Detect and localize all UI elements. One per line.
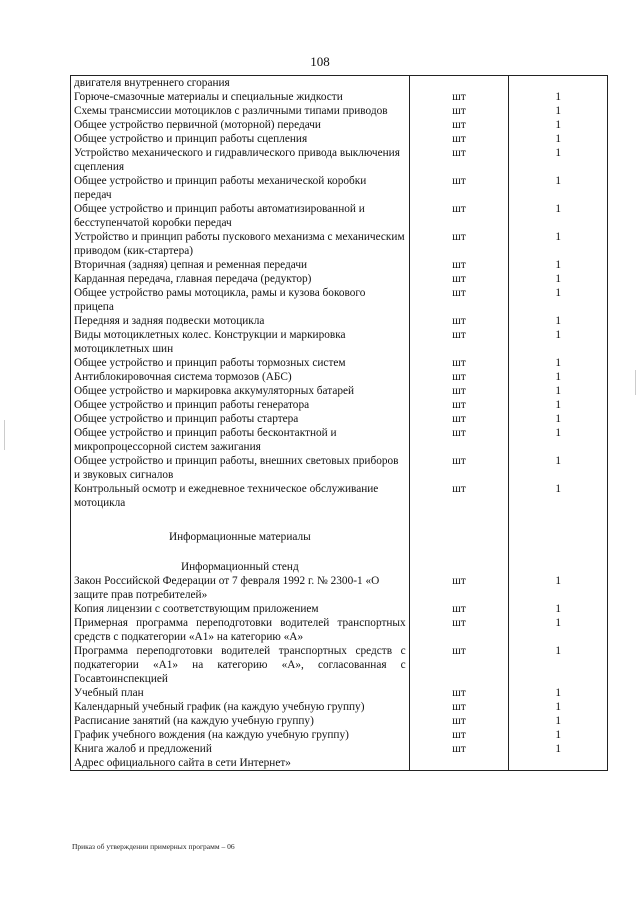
item-qty: 1 bbox=[509, 482, 608, 510]
item-unit: шт bbox=[409, 616, 509, 644]
table-row bbox=[71, 230, 608, 258]
empty-cell bbox=[509, 510, 608, 558]
item-name: Антиблокировочная система тормозов (АБС) bbox=[71, 370, 410, 384]
item-qty: 1 bbox=[509, 174, 608, 202]
table-row bbox=[71, 286, 608, 314]
item-unit: шт bbox=[409, 314, 509, 328]
item-qty: 1 bbox=[509, 412, 608, 426]
table-row bbox=[71, 728, 608, 742]
item-unit: шт bbox=[409, 118, 509, 132]
item-unit: шт bbox=[409, 202, 509, 230]
empty-cell bbox=[409, 558, 509, 574]
item-name: Общее устройство рамы мотоцикла, рамы и кузова бокового прицепа bbox=[71, 286, 410, 314]
item-unit: шт bbox=[409, 90, 509, 104]
item-qty: 1 bbox=[509, 146, 608, 174]
item-qty: 1 bbox=[509, 714, 608, 728]
item-unit: шт bbox=[409, 286, 509, 314]
item-qty bbox=[509, 76, 608, 91]
item-qty: 1 bbox=[509, 314, 608, 328]
item-name: Контрольный осмотр и ежедневное техническое обслуживание мотоцикла bbox=[71, 482, 410, 510]
item-qty: 1 bbox=[509, 398, 608, 412]
table-row bbox=[71, 104, 608, 118]
item-unit: шт bbox=[409, 644, 509, 686]
equipment-table bbox=[70, 75, 608, 771]
item-unit: шт bbox=[409, 104, 509, 118]
item-name: Расписание занятий (на каждую учебную группу) bbox=[71, 714, 410, 728]
empty-cell bbox=[409, 510, 509, 558]
item-qty: 1 bbox=[509, 742, 608, 756]
item-unit: шт bbox=[409, 370, 509, 384]
item-name: Устройство механического и гидравлического привода выключения сцепления bbox=[71, 146, 410, 174]
item-name: Книга жалоб и предложений bbox=[71, 742, 410, 756]
item-name: Карданная передача, главная передача (редуктор) bbox=[71, 272, 410, 286]
table-row bbox=[71, 602, 608, 616]
item-qty: 1 bbox=[509, 686, 608, 700]
table-row bbox=[71, 76, 608, 91]
item-name: двигателя внутреннего сгорания bbox=[71, 76, 410, 91]
item-name: Программа переподготовки водителей транспортных средств с подкатегории «А1» на категорию «А», согласованная с Госавтоинспекцией bbox=[71, 644, 410, 686]
footer-note: Приказ об утверждении примерных программ – 06 bbox=[72, 842, 235, 851]
item-qty: 1 bbox=[509, 454, 608, 482]
table-row bbox=[71, 328, 608, 356]
item-name: Копия лицензии с соответствующим приложением bbox=[71, 602, 410, 616]
item-name: Учебный план bbox=[71, 686, 410, 700]
item-qty: 1 bbox=[509, 644, 608, 686]
item-unit: шт bbox=[409, 356, 509, 370]
item-name: Общее устройство и принцип работы механической коробки передач bbox=[71, 174, 410, 202]
item-unit: шт bbox=[409, 328, 509, 356]
table-row bbox=[71, 454, 608, 482]
table-body bbox=[71, 76, 608, 771]
item-unit: шт bbox=[409, 132, 509, 146]
table-row bbox=[71, 714, 608, 728]
item-qty: 1 bbox=[509, 616, 608, 644]
subsection-title: Информационный стенд bbox=[71, 558, 410, 574]
table-row bbox=[71, 314, 608, 328]
table-row bbox=[71, 146, 608, 174]
item-name: Закон Российской Федерации от 7 февраля 1992 г. № 2300-1 «О защите прав потребителей» bbox=[71, 574, 410, 602]
table-row bbox=[71, 482, 608, 510]
item-unit: шт bbox=[409, 384, 509, 398]
item-name: Примерная программа переподготовки водителей транспортных средств с подкатегории «А1» на категорию «А» bbox=[71, 616, 410, 644]
page-number: 108 bbox=[310, 54, 330, 69]
item-name: Общее устройство и маркировка аккумуляторных батарей bbox=[71, 384, 410, 398]
item-unit: шт bbox=[409, 426, 509, 454]
item-qty: 1 bbox=[509, 90, 608, 104]
table-row bbox=[71, 118, 608, 132]
item-unit bbox=[409, 76, 509, 91]
table-row bbox=[71, 370, 608, 384]
item-name: Календарный учебный график (на каждую учебную группу) bbox=[71, 700, 410, 714]
item-qty: 1 bbox=[509, 132, 608, 146]
item-qty: 1 bbox=[509, 286, 608, 314]
table-row bbox=[71, 90, 608, 104]
item-unit: шт bbox=[409, 686, 509, 700]
item-unit: шт bbox=[409, 272, 509, 286]
item-unit: шт bbox=[409, 146, 509, 174]
item-name: Общее устройство и принцип работы стартера bbox=[71, 412, 410, 426]
item-unit: шт bbox=[409, 174, 509, 202]
item-unit: шт bbox=[409, 398, 509, 412]
table-row bbox=[71, 384, 608, 398]
item-qty: 1 bbox=[509, 104, 608, 118]
item-qty: 1 bbox=[509, 272, 608, 286]
item-qty: 1 bbox=[509, 230, 608, 258]
item-qty bbox=[509, 756, 608, 771]
table-row bbox=[71, 272, 608, 286]
item-unit: шт bbox=[409, 714, 509, 728]
item-unit: шт bbox=[409, 602, 509, 616]
item-unit: шт bbox=[409, 482, 509, 510]
item-unit: шт bbox=[409, 574, 509, 602]
item-unit: шт bbox=[409, 454, 509, 482]
item-unit: шт bbox=[409, 230, 509, 258]
item-name: Общее устройство и принцип работы генератора bbox=[71, 398, 410, 412]
item-qty: 1 bbox=[509, 426, 608, 454]
table-row bbox=[71, 412, 608, 426]
item-name: Общее устройство и принцип работы автоматизированной и бесступенчатой коробки передач bbox=[71, 202, 410, 230]
table-row bbox=[71, 574, 608, 602]
section-row bbox=[71, 510, 608, 558]
item-qty: 1 bbox=[509, 384, 608, 398]
item-name: Общее устройство и принцип работы бесконтактной и микропроцессорной систем зажигания bbox=[71, 426, 410, 454]
table-row bbox=[71, 356, 608, 370]
item-name: Передняя и задняя подвески мотоцикла bbox=[71, 314, 410, 328]
section-row bbox=[71, 558, 608, 574]
table-row bbox=[71, 202, 608, 230]
table-row bbox=[71, 756, 608, 771]
item-qty: 1 bbox=[509, 574, 608, 602]
item-name: Горюче-смазочные материалы и специальные жидкости bbox=[71, 90, 410, 104]
item-name: Общее устройство первичной (моторной) передачи bbox=[71, 118, 410, 132]
item-unit: шт bbox=[409, 258, 509, 272]
item-name: Виды мотоциклетных колес. Конструкции и маркировка мотоциклетных шин bbox=[71, 328, 410, 356]
table-row bbox=[71, 742, 608, 756]
item-unit: шт bbox=[409, 412, 509, 426]
item-name: Общее устройство и принцип работы сцепления bbox=[71, 132, 410, 146]
item-name: Схемы трансмиссии мотоциклов с различными типами приводов bbox=[71, 104, 410, 118]
item-name: Общее устройство и принцип работы, внешних световых приборов и звуковых сигналов bbox=[71, 454, 410, 482]
item-name: Вторичная (задняя) цепная и ременная передачи bbox=[71, 258, 410, 272]
item-qty: 1 bbox=[509, 700, 608, 714]
item-qty: 1 bbox=[509, 118, 608, 132]
item-qty: 1 bbox=[509, 356, 608, 370]
table-row bbox=[71, 258, 608, 272]
table-row bbox=[71, 132, 608, 146]
item-name: Общее устройство и принцип работы тормозных систем bbox=[71, 356, 410, 370]
scan-edge-mark bbox=[635, 370, 636, 395]
empty-cell bbox=[509, 558, 608, 574]
item-name: График учебного вождения (на каждую учебную группу) bbox=[71, 728, 410, 742]
item-unit: шт bbox=[409, 700, 509, 714]
item-qty: 1 bbox=[509, 370, 608, 384]
table-row bbox=[71, 700, 608, 714]
table-row bbox=[71, 686, 608, 700]
item-qty: 1 bbox=[509, 728, 608, 742]
item-qty: 1 bbox=[509, 602, 608, 616]
item-qty: 1 bbox=[509, 328, 608, 356]
table-row bbox=[71, 616, 608, 644]
table-row bbox=[71, 644, 608, 686]
item-unit: шт bbox=[409, 728, 509, 742]
item-qty: 1 bbox=[509, 258, 608, 272]
table-row bbox=[71, 174, 608, 202]
scan-edge-mark bbox=[4, 420, 5, 450]
table-row bbox=[71, 398, 608, 412]
item-qty: 1 bbox=[509, 202, 608, 230]
item-name: Адрес официального сайта в сети Интернет» bbox=[71, 756, 410, 771]
item-unit: шт bbox=[409, 742, 509, 756]
section-title: Информационные материалы bbox=[71, 510, 410, 558]
item-unit bbox=[409, 756, 509, 771]
table-row bbox=[71, 426, 608, 454]
item-name: Устройство и принцип работы пускового механизма с механическим приводом (кик-стартера) bbox=[71, 230, 410, 258]
